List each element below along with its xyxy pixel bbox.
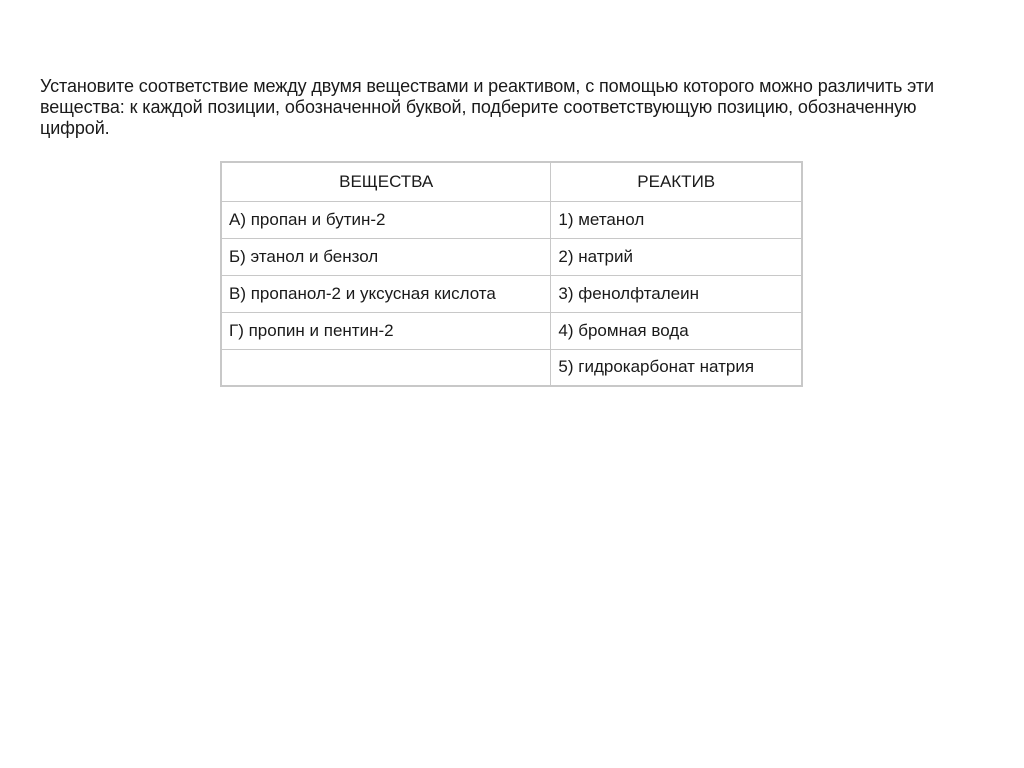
- substance-cell-v: В) пропанол-2 и уксусная кислота: [221, 275, 551, 312]
- reagent-cell-2: 2) натрий: [551, 238, 802, 275]
- table-header-row: [221, 162, 802, 201]
- substance-cell-g: Г) пропин и пентин-2: [221, 312, 551, 349]
- matching-table: [220, 161, 803, 387]
- reagent-cell-3: 3) фенолфталеин: [551, 275, 802, 312]
- substance-cell-a: А) пропан и бутин-2: [221, 201, 551, 238]
- header-substances: ВЕЩЕСТВА: [221, 162, 551, 201]
- table-row: [221, 312, 802, 349]
- substance-cell-b: Б) этанол и бензол: [221, 238, 551, 275]
- table-row: [221, 201, 802, 238]
- task-instruction: Установите соответствие между двумя веществами и реактивом, с помощью которого можно различить эти вещества: к каждой позиции, обозначенной буквой, подберите соответствующую позицию, обозначенную цифрой.: [40, 76, 934, 138]
- reagent-cell-5: 5) гидрокарбонат натрия: [551, 349, 802, 386]
- substance-cell-empty: [221, 349, 551, 386]
- header-reagent: РЕАКТИВ: [551, 162, 802, 201]
- table-row: [221, 238, 802, 275]
- reagent-cell-4: 4) бромная вода: [551, 312, 802, 349]
- table-row: [221, 275, 802, 312]
- reagent-cell-1: 1) метанол: [551, 201, 802, 238]
- table-row: [221, 349, 802, 386]
